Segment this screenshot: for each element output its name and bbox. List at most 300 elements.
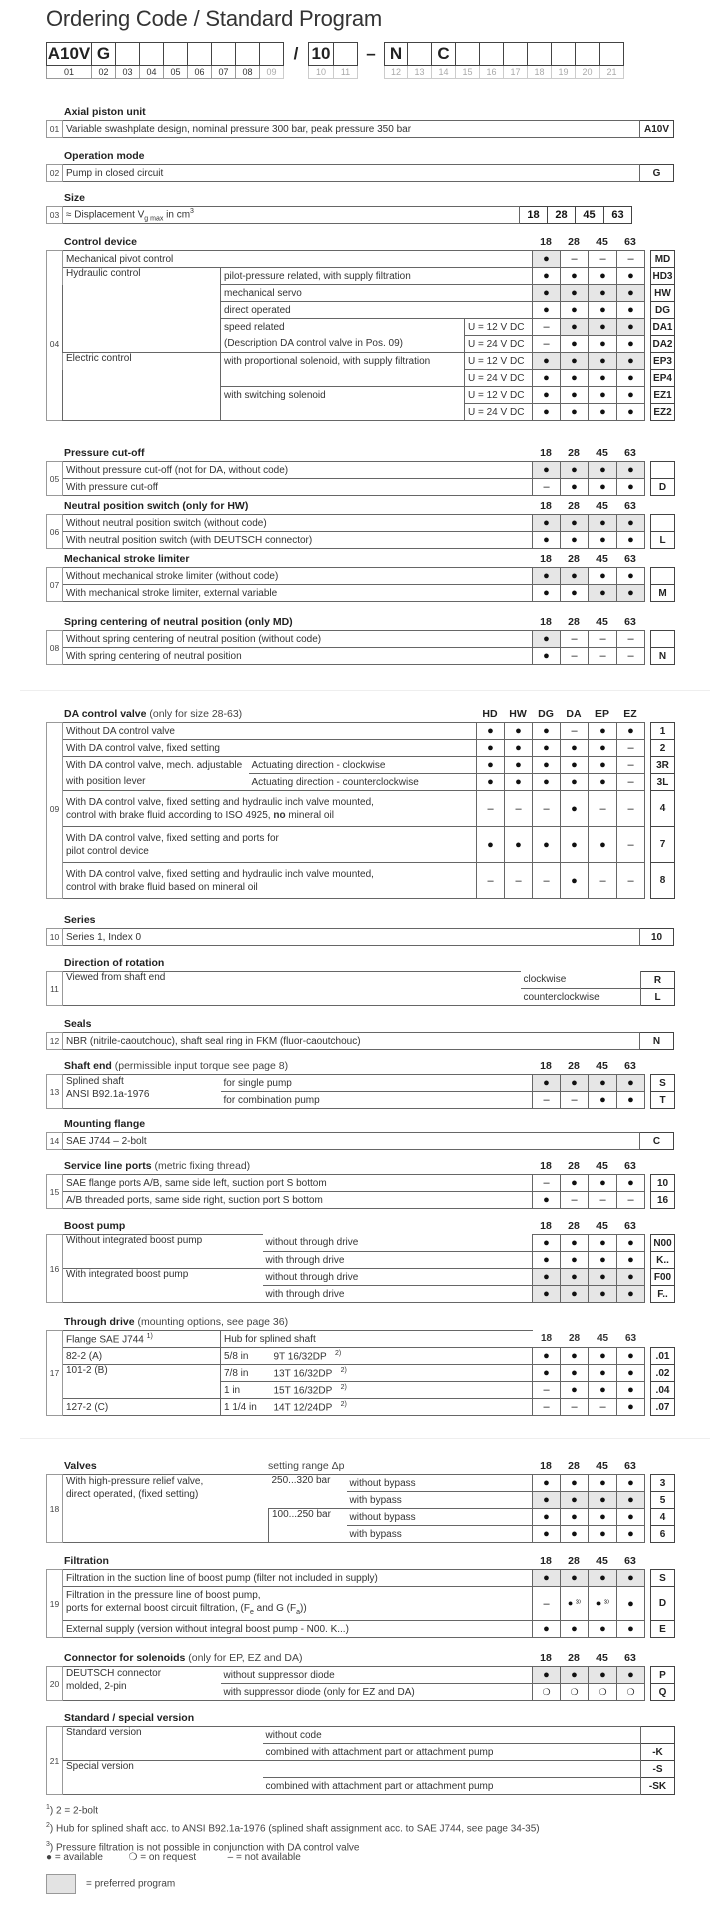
availability-cell: ● [617, 387, 645, 404]
availability-cell: ● [561, 1365, 589, 1382]
option-code[interactable]: 1 [651, 723, 675, 740]
option-code[interactable]: N [651, 648, 675, 665]
availability-cell: ● [561, 757, 589, 774]
hub-spline: 14T 12/24DP $^{2)}$ [271, 1399, 533, 1416]
position-label: 05 [47, 462, 63, 496]
option-code[interactable]: -SK [641, 1778, 675, 1795]
table-row [47, 1570, 675, 1587]
option-code[interactable]: C [640, 1133, 674, 1150]
availability-cell: ● [561, 404, 589, 421]
option-group: Without integrated boost pump [63, 1235, 263, 1269]
page-title: Ordering Code / Standard Program [46, 6, 382, 31]
option-subdescription: Actuating direction - counterclockwise [249, 774, 477, 791]
option-code[interactable]: HW [651, 285, 675, 302]
size-header: 63 [624, 1060, 636, 1072]
size-45[interactable]: 45 [576, 207, 604, 224]
option-description: Without spring centering of neutral position (without code) [63, 631, 533, 648]
availability-cell: ● [589, 1621, 617, 1638]
option-code[interactable]: F00 [651, 1269, 675, 1286]
size-header: 45 [596, 500, 608, 512]
size-header: 28 [568, 500, 580, 512]
option-description: SAE flange ports A/B, same side left, suction port S bottom [63, 1175, 533, 1192]
table-row [47, 462, 675, 479]
size-header: 63 [624, 1652, 636, 1664]
availability-cell: ● [533, 387, 561, 404]
size-header: 18 [540, 1060, 552, 1072]
size-header: 45 [596, 1333, 609, 1345]
availability-cell: – [561, 1192, 589, 1209]
option-code[interactable]: 4 [651, 791, 675, 827]
availability-cell: ● [589, 757, 617, 774]
availability-cell: ● [533, 515, 561, 532]
availability-cell: ● [505, 757, 533, 774]
availability-cell: ● [533, 774, 561, 791]
size-header: 63 [624, 1460, 636, 1472]
option-code[interactable]: 3 [651, 1475, 675, 1492]
option-code[interactable]: 3R [651, 757, 675, 774]
option-description: Filtration in the suction line of boost pump (filter not included in supply) [63, 1570, 533, 1587]
availability-cell: ● [617, 1269, 645, 1286]
availability-cell: ● [617, 319, 645, 336]
availability-cell: ● [561, 1252, 589, 1269]
availability-cell: ● [617, 532, 645, 549]
option-code[interactable]: 7 [651, 827, 675, 863]
option-code[interactable]: Q [651, 1684, 675, 1701]
availability-cell: ● [589, 387, 617, 404]
option-description: NBR (nitrile-caoutchouc), shaft seal ring in FKM (fluor-caoutchouc) [63, 1033, 640, 1050]
option-code[interactable]: L [641, 989, 675, 1006]
ordering-code-bar [46, 42, 624, 79]
option-description: without code [263, 1727, 641, 1744]
option-code[interactable]: HD3 [651, 268, 675, 285]
option-code[interactable]: D [651, 1587, 675, 1621]
pressure-range: 100...250 bar [269, 1509, 347, 1543]
option-description: Viewed from shaft end [63, 972, 521, 1006]
availability-cell: ● [561, 568, 589, 585]
option-code[interactable]: DG [651, 302, 675, 319]
position-label: 06 [47, 515, 63, 549]
position-number: 14 [432, 66, 456, 79]
section-heading: Filtration [64, 1555, 109, 1567]
availability-cell: – [533, 479, 561, 496]
section-through-drive [46, 1316, 674, 1416]
option-code[interactable]: P [651, 1667, 675, 1684]
option-description: with position lever [63, 774, 249, 791]
section-heading: Neutral position switch (only for HW) [64, 500, 249, 512]
section-heading: Seals [64, 1018, 92, 1030]
availability-cell: ● [533, 1570, 561, 1587]
section-heading: Shaft end (permissible input torque see page 8) [64, 1060, 289, 1072]
option-code[interactable]: DA2 [651, 336, 675, 353]
option-description: With DA control valve, fixed setting and hydraulic inch valve mounted, control with brake fluid based on mineral oil [63, 863, 477, 899]
option-code[interactable]: DA1 [651, 319, 675, 336]
option-description: without suppressor diode [221, 1667, 533, 1684]
availability-cell: ● [617, 285, 645, 302]
availability-cell: – [617, 740, 645, 757]
legend-on-request: ❍ = on request [128, 1852, 197, 1863]
option-code[interactable]: EP3 [651, 353, 675, 370]
section-direction-of-rotation [46, 957, 674, 1006]
option-code[interactable] [651, 631, 675, 648]
option-group: DEUTSCH connector molded, 2-pin [63, 1667, 221, 1701]
position-label: 04 [47, 336, 63, 353]
position-number: 11 [334, 66, 358, 79]
option-code[interactable] [651, 515, 675, 532]
availability-cell: – [561, 251, 589, 268]
option-description: With DA control valve, fixed setting and ports for pilot control device [63, 827, 477, 863]
option-code[interactable]: 6 [651, 1526, 675, 1543]
option-code[interactable]: L [651, 532, 675, 549]
page-divider [20, 1438, 710, 1439]
availability-cell: ● [589, 302, 617, 319]
section-da-control-valve [46, 708, 674, 899]
position-number: 04 [140, 66, 164, 79]
position-number: 17 [504, 66, 528, 79]
option-code[interactable] [651, 568, 675, 585]
table-row [47, 1348, 675, 1365]
size-header: 63 [624, 447, 636, 459]
availability-cell: – [533, 1399, 561, 1416]
table-row [47, 165, 674, 182]
option-code[interactable]: T [651, 1092, 675, 1109]
position-label: 01 [47, 121, 63, 138]
size-header: 45 [596, 1555, 608, 1567]
code-cell-20 [576, 42, 600, 66]
availability-cell: ● [561, 1621, 589, 1638]
option-description: with proportional solenoid, with supply filtration [221, 353, 465, 370]
availability-cell: ● [617, 1252, 645, 1269]
code-cell-06 [188, 42, 212, 66]
availability-cell: ● [617, 1235, 645, 1252]
section-heading: Operation mode [64, 150, 145, 162]
availability-cell: ● [561, 268, 589, 285]
section-heading: Size [64, 192, 86, 204]
code-cell-15 [456, 42, 480, 66]
position-label: 09 [47, 791, 63, 827]
size-header: 45 [596, 1652, 608, 1664]
table-row [47, 1399, 675, 1416]
availability-cell: ● [589, 585, 617, 602]
option-code[interactable] [651, 462, 675, 479]
table-row [47, 631, 675, 648]
option-code[interactable]: 5 [651, 1492, 675, 1509]
size-header: 28 [568, 1060, 580, 1072]
code-separator-slash: / [293, 44, 299, 63]
availability-cell: ● [533, 648, 561, 665]
hub-size: 5/8 in [221, 1348, 271, 1365]
size-header: 28 [568, 1652, 580, 1664]
flange-label: 127-2 (C) [63, 1399, 221, 1416]
option-code[interactable]: A10V [640, 121, 674, 138]
availability-cell: ● [533, 1075, 561, 1092]
availability-cell: – [589, 1399, 617, 1416]
legend-not-available: – = not available [227, 1852, 301, 1863]
size-header: 18 [540, 500, 552, 512]
rotation-label: clockwise [521, 972, 641, 989]
table-row [47, 1365, 675, 1382]
option-code[interactable]: K.. [651, 1252, 675, 1269]
availability-cell: ● [617, 515, 645, 532]
table-row [47, 532, 675, 549]
option-code[interactable]: .04 [651, 1382, 675, 1399]
availability-cell: ● [617, 1365, 645, 1382]
option-code[interactable]: EZ2 [651, 404, 675, 421]
size-header: 45 [596, 447, 608, 459]
section-mechanical-stroke-limiter [46, 553, 674, 602]
code-cell-05 [164, 42, 188, 66]
size-header: 28 [568, 1555, 580, 1567]
option-code[interactable]: 8 [651, 863, 675, 899]
table-row [47, 1331, 675, 1348]
availability-cell: ● [561, 774, 589, 791]
section-series [46, 914, 674, 946]
flange-label: 82-2 (A) [63, 1348, 221, 1365]
control-header: EZ [623, 708, 637, 720]
hub-spline: 9T 16/32DP $^{2)}$ [271, 1348, 533, 1365]
position-number: 06 [188, 66, 212, 79]
section-standard-special-version [46, 1712, 674, 1795]
hub-header: Hub for splined shaft [221, 1331, 533, 1348]
availability-cell: ● [589, 1667, 617, 1684]
availability-cell: – [533, 1175, 561, 1192]
availability-cell: ● [561, 1382, 589, 1399]
availability-cell: ● [617, 1587, 645, 1621]
section-heading: Valves [64, 1460, 97, 1472]
availability-cell: – [589, 863, 617, 899]
availability-cell: ● [561, 1075, 589, 1092]
option-code[interactable] [641, 1727, 675, 1744]
option-description [221, 370, 465, 387]
availability-cell: – [617, 863, 645, 899]
hub-spline: 13T 16/32DP $^{2)}$ [271, 1365, 533, 1382]
availability-cell: ● [617, 1526, 645, 1543]
table-row [47, 1075, 675, 1092]
availability-cell: ● [589, 1269, 617, 1286]
availability-cell: ● [561, 1269, 589, 1286]
availability-cell: ● [533, 757, 561, 774]
control-header: DG [538, 708, 554, 720]
position-label: 02 [47, 165, 63, 182]
option-group: Standard version [63, 1727, 263, 1761]
availability-cell: ❍ [589, 1684, 617, 1701]
availability-cell: ● [533, 1492, 561, 1509]
size-28[interactable]: 28 [548, 207, 576, 224]
hub-spline: 15T 16/32DP $^{2)}$ [271, 1382, 533, 1399]
position-label: 21 [47, 1727, 63, 1795]
availability-cell: ● [505, 723, 533, 740]
option-code[interactable]: .07 [651, 1399, 675, 1416]
size-header: 63 [624, 1333, 637, 1345]
option-description: ≈ Displacement $V_{g max}$ in $cm^3$ [63, 207, 520, 224]
availability-cell: ● [533, 462, 561, 479]
availability-cell: – [561, 723, 589, 740]
availability-cell: ● [617, 370, 645, 387]
option-description: with through drive [263, 1286, 533, 1303]
availability-cell: ● [561, 740, 589, 757]
legend-available: ● = available [46, 1852, 103, 1863]
availability-cell: ● [533, 1348, 561, 1365]
table-row [47, 1587, 675, 1621]
option-description: Filtration in the pressure line of boost pump, ports for external boost circuit filtration, ($F_e$ and G $(F_a)$) [63, 1587, 533, 1621]
availability-cell: ● ³⁾ [561, 1587, 589, 1621]
code-cell-11 [334, 42, 358, 66]
table-row [47, 1475, 675, 1492]
availability-cell: – [477, 791, 505, 827]
availability-cell: ● [561, 479, 589, 496]
availability-cell: – [561, 648, 589, 665]
availability-cell: ● [589, 1235, 617, 1252]
availability-cell: – [561, 1092, 589, 1109]
table-row [47, 207, 632, 224]
availability-cell: ● [533, 404, 561, 421]
availability-cell: ● [533, 1286, 561, 1303]
option-description: mechanical servo [221, 285, 533, 302]
option-code[interactable]: S [651, 1075, 675, 1092]
option-group: Special version [63, 1761, 263, 1795]
position-label: 13 [47, 1075, 63, 1109]
size-header: 63 [624, 1555, 636, 1567]
option-group: Hydraulic control [63, 268, 221, 353]
position-label: 10 [47, 929, 63, 946]
section-control-device [46, 236, 674, 421]
availability-cell: ● [617, 462, 645, 479]
option-code[interactable]: 3L [651, 774, 675, 791]
option-code[interactable]: F.. [651, 1286, 675, 1303]
table-row [47, 121, 674, 138]
option-code[interactable]: S [651, 1570, 675, 1587]
size-18[interactable]: 18 [520, 207, 548, 224]
voltage-label: U = 12 V DC [465, 387, 533, 404]
availability-cell: – [533, 863, 561, 899]
position-number: 18 [528, 66, 552, 79]
control-header: HD [482, 708, 498, 720]
section-operation-mode [46, 150, 674, 182]
availability-cell: ● [533, 532, 561, 549]
option-description: Without DA control valve [63, 723, 477, 740]
position-label: 08 [47, 631, 63, 665]
availability-cell: ● [617, 1382, 645, 1399]
section-pressure-cut-off [46, 447, 674, 496]
option-description: for combination pump [221, 1092, 533, 1109]
code-cell-02: G [92, 42, 116, 66]
option-code[interactable]: G [640, 165, 674, 182]
footnote-3: $^3$) Pressure filtration is not possible in conjunction with DA control valve [46, 1840, 360, 1853]
code-cell-21 [600, 42, 624, 66]
availability-cell: ● [589, 515, 617, 532]
option-code[interactable]: 2 [651, 740, 675, 757]
availability-cell: ● [589, 1526, 617, 1543]
size-header: 28 [568, 1333, 581, 1345]
option-description: direct operated [221, 302, 533, 319]
option-description: with suppressor diode (only for EZ and DA) [221, 1684, 533, 1701]
option-code[interactable]: MD [651, 251, 675, 268]
option-code[interactable]: -K [641, 1744, 675, 1761]
size-header: 45 [596, 1060, 608, 1072]
section-heading: Series [64, 914, 96, 926]
code-separator-dash: – [366, 44, 376, 63]
availability-cell: ● [617, 1348, 645, 1365]
availability-cell: ● [589, 1475, 617, 1492]
position-number: 21 [600, 66, 624, 79]
section-heading: DA control valve (only for size 28-63) [64, 708, 243, 720]
control-header: EP [594, 708, 609, 720]
size-header: 45 [596, 1220, 608, 1232]
flange-header: Flange SAE J744 $^{1)}$ [63, 1331, 221, 1348]
availability-cell: ● [589, 723, 617, 740]
size-header: 63 [624, 500, 636, 512]
option-description: With DA control valve, mech. adjustable [63, 757, 249, 774]
option-code[interactable]: 16 [651, 1192, 675, 1209]
option-code[interactable]: EZ1 [651, 387, 675, 404]
availability-cell: ● [617, 1509, 645, 1526]
option-code[interactable]: 10 [640, 929, 674, 946]
table-row [47, 648, 675, 665]
code-cell-10: 10 [308, 42, 334, 66]
section-heading: Pressure cut-off [64, 447, 145, 459]
availability-cell: ● [561, 1492, 589, 1509]
preferred-swatch [46, 1874, 76, 1894]
section-heading: Standard / special version [64, 1712, 195, 1724]
availability-cell: ● [589, 740, 617, 757]
section-boost-pump [46, 1220, 674, 1303]
position-label: 19 [47, 1570, 63, 1638]
availability-cell: ● [561, 1235, 589, 1252]
availability-cell: ● [617, 268, 645, 285]
size-header: 18 [540, 553, 552, 565]
size-header: 18 [540, 236, 552, 248]
option-code[interactable]: E [651, 1621, 675, 1638]
option-code[interactable]: N [640, 1033, 674, 1050]
option-description: with through drive [263, 1252, 533, 1269]
section-heading: Mechanical stroke limiter [64, 553, 190, 565]
option-code[interactable]: EP4 [651, 370, 675, 387]
option-code[interactable]: D [651, 479, 675, 496]
availability-cell: ● [617, 302, 645, 319]
option-code[interactable]: .01 [651, 1348, 675, 1365]
option-code[interactable]: -S [641, 1761, 675, 1778]
section-heading: Spring centering of neutral position (only MD) [64, 616, 293, 628]
option-description: with bypass [347, 1526, 533, 1543]
size-63[interactable]: 63 [604, 207, 632, 224]
option-code[interactable]: M [651, 585, 675, 602]
size-header: 45 [596, 1160, 608, 1172]
position-label: 16 [47, 1235, 63, 1303]
availability-cell: ● [589, 370, 617, 387]
position-label: 18 [47, 1475, 63, 1543]
option-code[interactable]: 10 [651, 1175, 675, 1192]
size-header: 18 [540, 1555, 552, 1567]
size-header: 45 [596, 553, 608, 565]
option-description: (Description DA control valve in Pos. 09) [221, 336, 465, 353]
availability-cell: – [533, 1382, 561, 1399]
table-row [47, 1621, 675, 1638]
option-code[interactable]: R [641, 972, 675, 989]
hub-size: 7/8 in [221, 1365, 271, 1382]
option-description: With pressure cut-off [63, 479, 533, 496]
option-code[interactable]: N00 [651, 1235, 675, 1252]
position-number: 15 [456, 66, 480, 79]
availability-cell: ● [561, 1509, 589, 1526]
option-code[interactable]: 4 [651, 1509, 675, 1526]
availability-cell: ● [617, 404, 645, 421]
availability-cell: ● [589, 462, 617, 479]
size-header: 18 [540, 1160, 552, 1172]
availability-cell: ● [533, 1667, 561, 1684]
position-number: 12 [384, 66, 408, 79]
option-description: without through drive [263, 1269, 533, 1286]
option-description: Without pressure cut-off (not for DA, without code) [63, 462, 533, 479]
option-code[interactable]: .02 [651, 1365, 675, 1382]
